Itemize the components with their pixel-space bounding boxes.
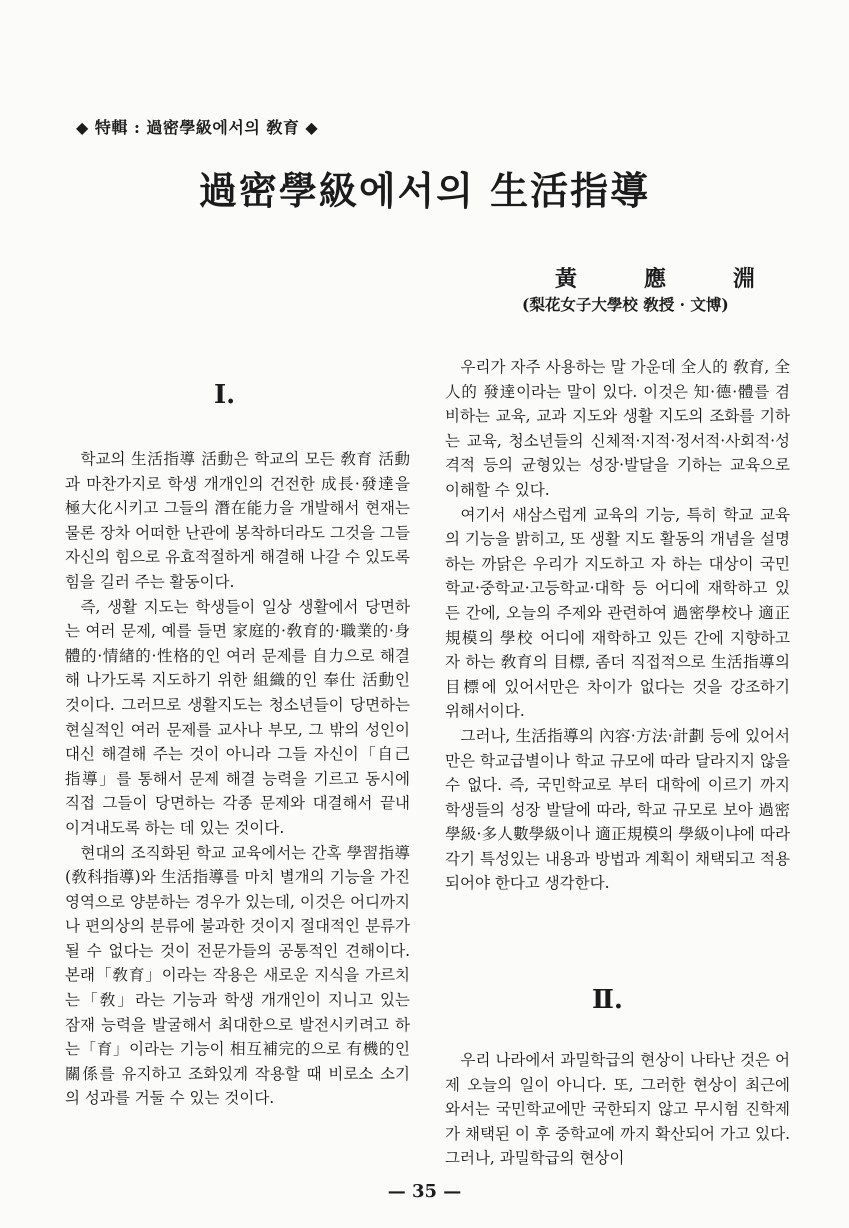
paragraph: 우리가 자주 사용하는 말 가운데 全人的 敎育, 全人的 發達이라는 말이 있다. 이것은 知·德·體를 겸비하는 교육, 교과 지도와 생활 지도의 조화를 기하는 교육, 청소년들의 신체적·지적·정서적·사회적·성격적 등의 균형있는 성장·발달을 기하는 교육으로 이해할 수 있다. <box>445 358 790 499</box>
page-number: — 35 — <box>387 1181 462 1202</box>
author-affiliation: (梨花女子大學校 敎授 · 文博) <box>522 295 729 314</box>
author-char: 黃 <box>555 266 578 292</box>
paragraph: 그러나, 生活指導의 內容·方法·計劃 등에 있어서만은 학교급별이나 학교 규모에 따라 달라지지 않을 수 없다. 즉, 국민학교로 부터 대학에 이르기 까지 학생들의 성장 발달에 따라, 학교 규모로 보아 過密學級·多人數學級이나 適正規模의 學級이냐에 따라 각기 특성있는 내용과 방법과 계획이 채택되고 적용되어야 한다고 생각한다. <box>445 726 790 893</box>
right-column-section-2 <box>445 1048 790 1171</box>
author-char: 應 <box>643 266 666 292</box>
paragraph: 학교의 生活指導 活動은 학교의 모든 敎育 活動과 마찬가지로 학생 개개인의 건전한 成長·發達을 極大化시키고 그들의 潛在能力을 개발해서 현재는 물론 장차 어떠한 난관에 봉착하더라도 그것을 그들 자신의 힘으로 유효적절하게 해결해 나갈 수 있도록 힘을 길러 주는 활동이다. <box>65 450 410 591</box>
right-column <box>445 355 790 896</box>
paragraph: 우리 나라에서 과밀학급의 현상이 나타난 것은 어제 오늘의 일이 아니다. 또, 그러한 현상이 최근에 와서는 국민학교에만 국한되지 않고 무시험 진학제가 채택된 이 후 중학교에 까지 확산되어 가고 있다. 그러나, 과밀학급의 현상이 <box>445 1051 790 1168</box>
section-heading-1: I. <box>214 380 236 410</box>
paragraph: 여기서 새삼스럽게 교육의 기능, 특히 학교 교육의 기능을 밝히고, 또 생활 지도 활동의 개념을 설명하는 까닭은 우리가 지도하고 자 하는 대상이 국민학교·중학교·고등학교·대학 등 어디에 재학하고 있든 간에, 오늘의 주제와 관련하여 過密學校나 適正規模의 學校 어디에 재학하고 있든 간에 지향하고자 하는 敎育의 目標, 좀더 직접적으로 生活指導의 目標에 있어서만은 차이가 없다는 것을 강조하기 위해서이다. <box>445 505 790 721</box>
author-char: 淵 <box>732 266 755 292</box>
author-name <box>555 262 755 293</box>
left-column <box>65 447 410 1111</box>
paragraph: 즉, 생활 지도는 학생들이 일상 생활에서 당면하는 여러 문제, 예를 들면 家庭的·敎育的·職業的·身體的·情緖的·性格的인 여러 문제를 自力으로 해결해 나가도록 지도하기 위한 組織的인 奉仕 活動인 것이다. 그러므로 생활지도는 청소년들이 당면하는 현실적인 여러 문제를 교사나 부모, 그 밖의 성인이 대신 해결해 주는 것이 아니라 그들 자신이「自己指導」를 통해서 문제 해결 능력을 기르고 동시에 직접 그들이 당면하는 각종 문제와 대결해서 끝내 이겨내도록 하는 데 있는 것이다. <box>65 597 410 837</box>
article-title: 過密學級에서의 生活指導 <box>198 168 651 213</box>
paragraph: 현대의 조직화된 학교 교육에서는 간혹 學習指導(敎科指導)와 生活指導를 마치 별개의 기능을 가진 영역으로 양분하는 경우가 있는데, 이것은 어디까지나 편의상의 분류에 불과한 것이지 절대적인 분류가 될 수 없다는 것이 전문가들의 공통적인 견해이다. 본래「敎育」이라는 작용은 새로운 지식을 가르치는「敎」라는 기능과 학생 개개인이 지니고 있는 잠재 능력을 발굴해서 최대한으로 발전시키려고 하는「育」이라는 기능이 相互補完的으로 有機的인 關係를 유지하고 조화있게 작용할 때 비로소 소기의 성과를 거둘 수 있는 것이다. <box>65 843 410 1108</box>
series-heading: ◆ 特輯 : 過密學級에서의 敎育 ◆ <box>76 118 319 137</box>
section-heading-2: Ⅱ. <box>592 985 623 1015</box>
